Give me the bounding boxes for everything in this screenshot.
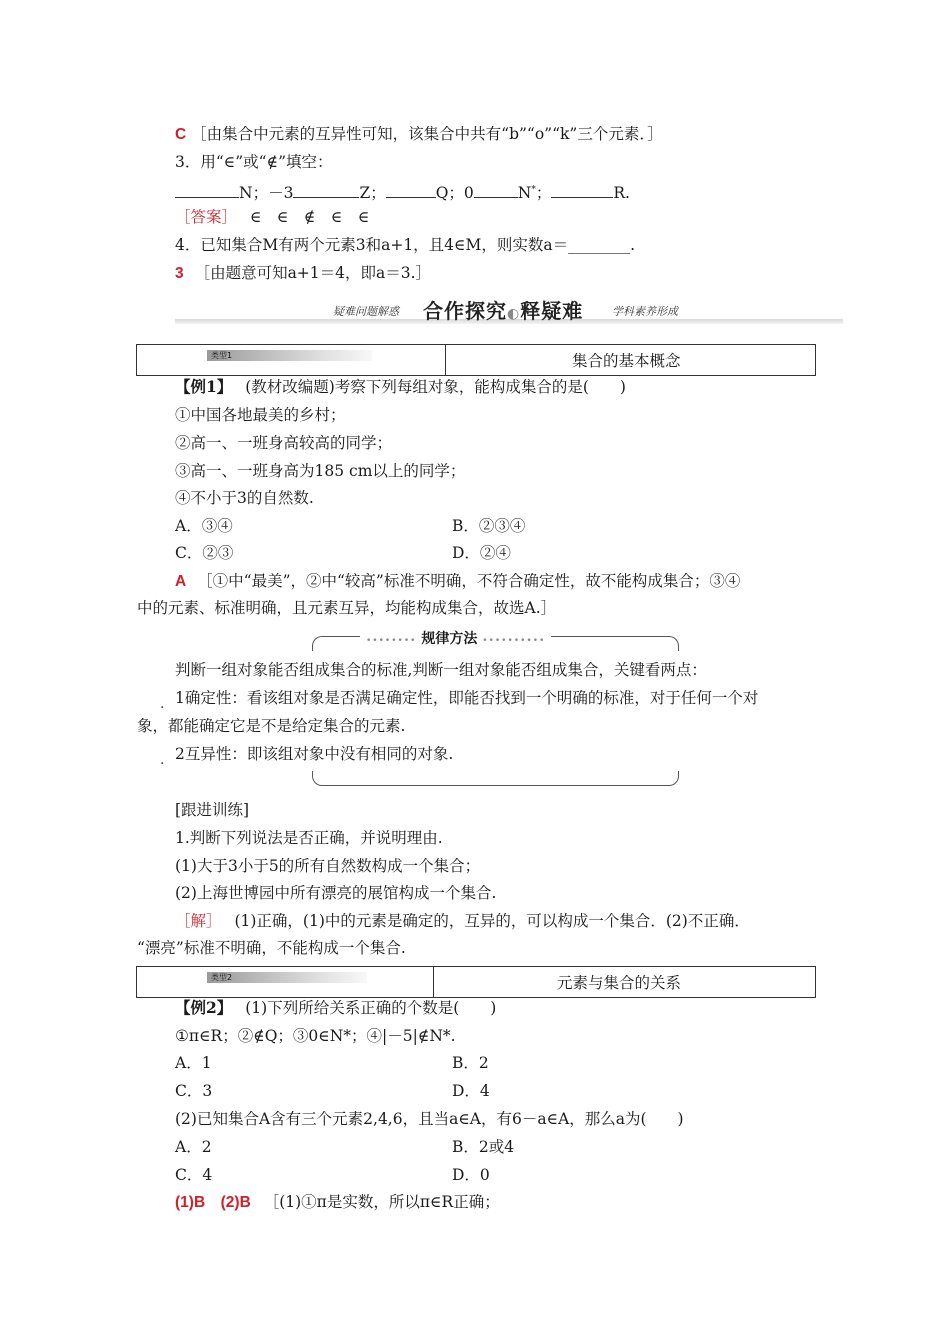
ex2-stem2: (2)已知集合A含有三个元素2,4,6，且当a∈A，有6－a∈A，那么a为( ) [175, 1110, 684, 1128]
option-a: A．2 [175, 1138, 212, 1156]
option-c: C．4 [175, 1166, 213, 1184]
method-point2: 2互异性：即该组对象中没有相同的对象. [175, 745, 454, 763]
type-title: 元素与集合的关系 [557, 974, 682, 992]
option-d: D．0 [452, 1166, 490, 1184]
option-a: A．1 [175, 1054, 212, 1072]
section-banner: 疑难问题解惑 合作探究◐释疑难 学科素养形成 [175, 297, 843, 329]
practice-q1: 1.判断下列说法是否正确，并说明理由. [175, 829, 443, 847]
q4-prompt: 4．已知集合M有两个元素3和a+1，且4∈M，则实数a＝________. [175, 236, 636, 254]
option-b: B．2 [452, 1054, 489, 1072]
type1-header [136, 344, 816, 376]
practice-q1-2: (2)上海世博园中所有漂亮的展馆构成一个集合. [175, 884, 497, 902]
method-intro: 判断一组对象能否组成集合的标准,判断一组对象能否组成集合，关键看两点： [175, 661, 707, 679]
practice-solution-line1: ［解］ (1)正确，(1)中的元素是确定的，互异的，可以构成一个集合．(2)不正确． [175, 912, 750, 930]
answer-label: ［答案］ [175, 208, 238, 226]
method-frame-bottom [312, 771, 679, 786]
q3-fill-line: N；－3 Z； Q；0 N*； R. [175, 180, 630, 203]
ex1-answer-line1: A ［①中“最美”，②中“较高”标准不明确，不符合确定性，故不能构成集合；③④ [175, 572, 741, 590]
option-d: D．②④ [452, 544, 511, 562]
answer-symbols: ∈ ∈ ∉ ∈ ∈ [249, 208, 370, 226]
blank-field [551, 183, 613, 198]
q3-answer [175, 207, 369, 227]
ex2-stem: 【例2】 (1)下列所给关系正确的个数是( ) [175, 998, 497, 1017]
blank-field [386, 183, 436, 198]
blank-field [175, 183, 239, 198]
q2-answer-line [175, 124, 663, 145]
option-b: B．2或4 [452, 1138, 515, 1156]
ex1-item: ④不小于3的自然数. [175, 489, 314, 507]
bullet-dot-icon: . [160, 752, 165, 768]
option-b: B．②③④ [452, 517, 526, 535]
answer-explanation: ［由集合中元素的互异性可知，该集合中共有“b”“o”“k”三个元素．］ [191, 125, 663, 143]
option-c: C．3 [175, 1082, 213, 1100]
answer-letter: C [175, 126, 187, 143]
bullet-dot-icon: . [160, 696, 165, 712]
option-a: A．③④ [175, 517, 233, 535]
blank-field [474, 183, 518, 198]
ex1-item: ②高一、一班身高较高的同学； [175, 434, 393, 452]
banner-separator-icon: ◐ [507, 306, 521, 322]
practice-q1-1: (1)大于3小于5的所有自然数构成一个集合； [175, 857, 481, 875]
type-title: 集合的基本概念 [572, 352, 681, 370]
practice-label: [跟进训练] [175, 801, 250, 819]
ex2-relations: ①π∈R；②∉Q；③0∈N*；④|－5|∉N*. [175, 1027, 456, 1045]
q4-answer: 3 ［由题意可知a+1＝4，即a＝3.］ [175, 264, 432, 282]
method-point1-line2: 象，都能确定它是不是给定集合的元素. [137, 717, 406, 735]
type-tag: 类型2 [207, 972, 367, 983]
method-point1-line1: 1确定性：看该组对象是否满足确定性，即能否找到一个明确的标准，对于任何一个对 [175, 689, 759, 707]
ex1-item: ①中国各地最美的乡村； [175, 406, 346, 424]
dots-decoration-icon: •••••••• [366, 636, 417, 646]
blank-field [293, 183, 359, 198]
ex1-stem: 【例1】 (教材改编题)考察下列每组对象，能构成集合的是( ) [175, 377, 626, 396]
type2-header [136, 966, 816, 998]
ex1-answer-line2: 中的元素、标准明确，且元素互异，均能构成集合，故选A.］ [137, 599, 557, 617]
dots-decoration-icon: •••••••••• [482, 636, 546, 646]
method-title: •••••••• 规律方法 •••••••••• [360, 628, 551, 648]
ex1-item: ③高一、一班身高为185 cm以上的同学； [175, 462, 466, 480]
ex2-answer: (1)B (2)B ［(1)①π是实数，所以π∈R正确； [175, 1193, 500, 1211]
type-tag: 类型1 [207, 350, 372, 361]
q3-prompt: 3．用“∈”或“∉”填空： [175, 153, 333, 171]
practice-solution-line2: “漂亮”标准不明确，不能构成一个集合. [137, 939, 406, 957]
option-d: D．4 [452, 1082, 490, 1100]
option-c: C．②③ [175, 544, 234, 562]
